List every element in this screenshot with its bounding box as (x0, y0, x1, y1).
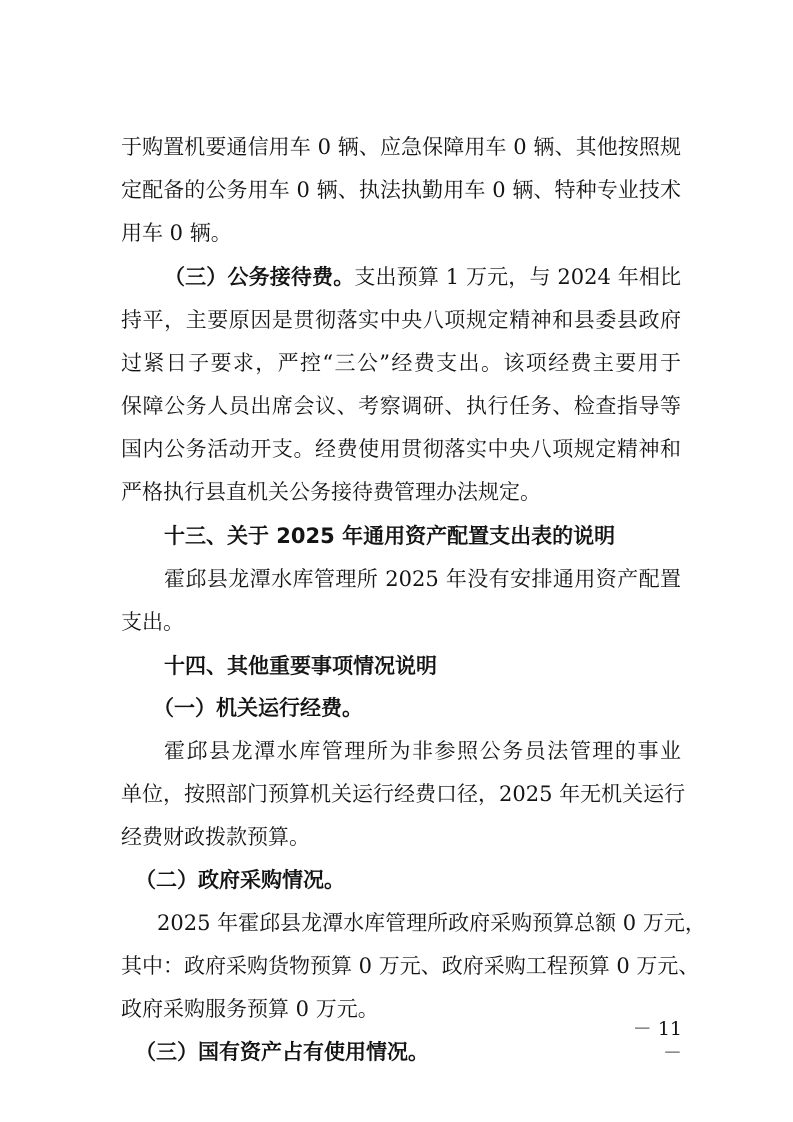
sub1-line-3: 经费财政拨款预算。 (121, 825, 310, 849)
page-number: － 11 － (632, 1018, 682, 1064)
reception-first-line-rest: 支出预算 1 万元，与 2024 年相比 (354, 265, 682, 289)
reception-title: （三）公务接待费。 (164, 265, 355, 289)
reception-first-line (164, 262, 681, 292)
section13-line-1: 霍邱县龙潭水库管理所 2025 年没有安排通用资产配置 (164, 567, 681, 591)
vehicles-line-2: 定配备的公务用车 0 辆、执法执勤用车 0 辆、特种专业技术 (121, 178, 681, 202)
sub2-line-3: 政府采购服务预算 0 万元。 (121, 997, 379, 1021)
section14-sub2-title: （二）政府采购情况。 (135, 868, 345, 892)
reception-line-4: 保障公务人员出席会议、考察调研、执行任务、检查指导等 (121, 394, 681, 418)
sub1-line-2: 单位，按照部门预算机关运行经费口径，2025 年无机关运行 (121, 782, 686, 806)
section13-heading: 十三、关于 2025 年通用资产配置支出表的说明 (164, 524, 616, 548)
section14-sub1-title: （一）机关运行经费。 (153, 696, 363, 720)
reception-line-2: 持平，主要原因是贯彻落实中央八项规定精神和县委县政府 (121, 308, 681, 332)
vehicles-line-3: 用车 0 辆。 (121, 221, 232, 245)
sub2-line-2: 其中：政府采购货物预算 0 万元、政府采购工程预算 0 万元、 (121, 954, 700, 978)
vehicles-line-1: 于购置机要通信用车 0 辆、应急保障用车 0 辆、其他按照规 (121, 135, 681, 159)
reception-line-3: 过紧日子要求，严控“三公”经费支出。该项经费主要用于 (121, 351, 681, 375)
sub1-line-1: 霍邱县龙潭水库管理所为非参照公务员法管理的事业 (164, 739, 681, 763)
sub2-line-1: 2025 年霍邱县龙潭水库管理所政府采购预算总额 0 万元， (157, 911, 706, 935)
section14-heading: 十四、其他重要事项情况说明 (164, 654, 437, 678)
section13-line-2: 支出。 (121, 610, 184, 634)
reception-line-5: 国内公务活动开支。经费使用贯彻落实中央八项规定精神和 (121, 437, 681, 461)
reception-line-6: 严格执行县直机关公务接待费管理办法规定。 (121, 480, 541, 504)
section14-sub3-title: （三）国有资产占有使用情况。 (135, 1040, 429, 1064)
spacer-3 (121, 188, 681, 218)
